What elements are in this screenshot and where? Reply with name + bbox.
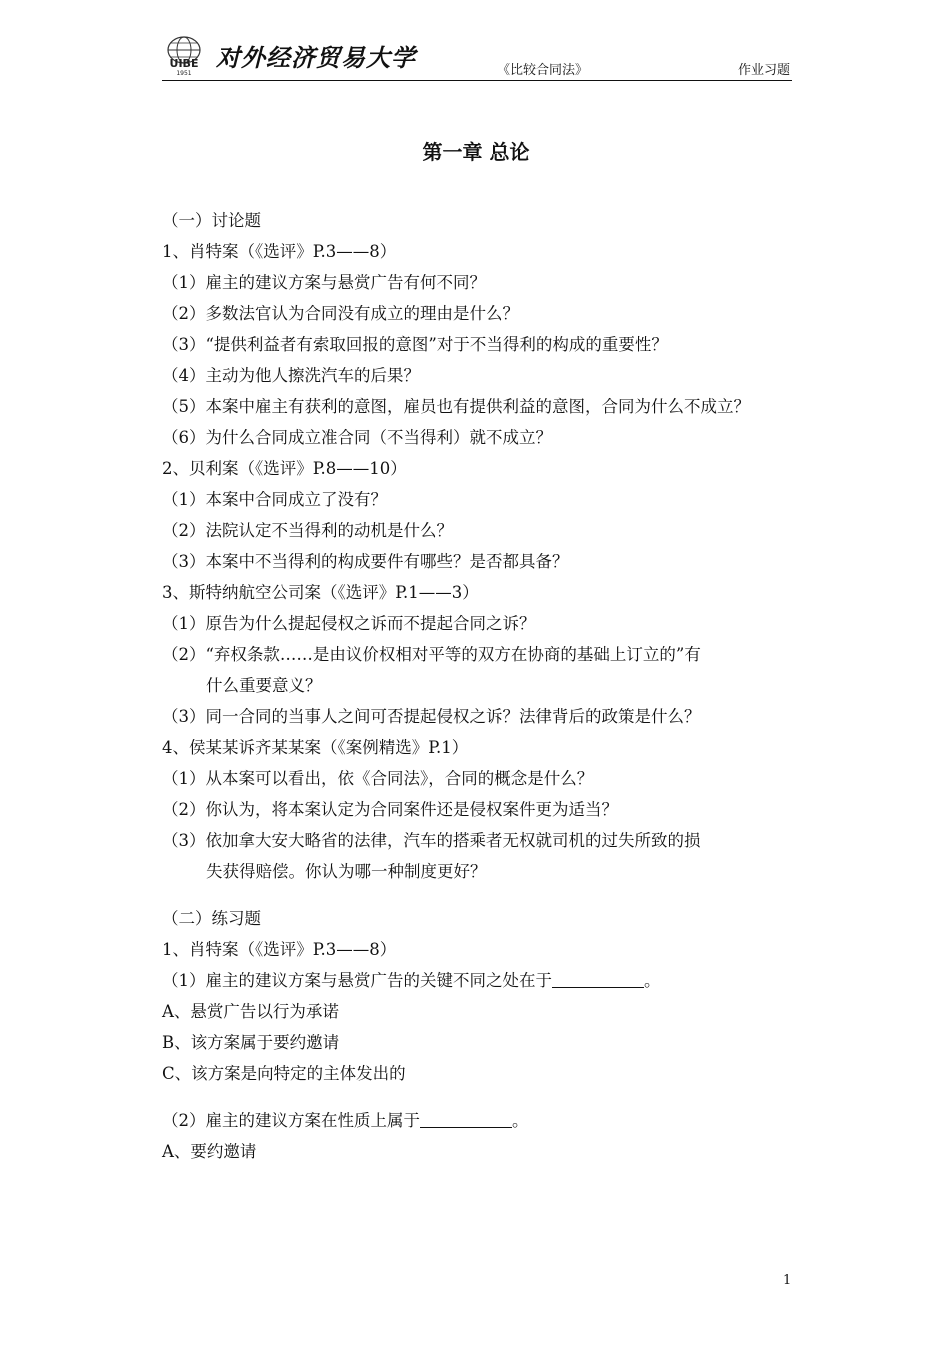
case-heading: 4、侯某某诉齐某某案（《案例精选》P.1） — [162, 738, 469, 757]
case-heading: 1、肖特案（《选评》P.3——8） — [162, 940, 397, 959]
document-body — [162, 205, 792, 1167]
university-logo — [162, 34, 208, 76]
section-heading-discussion: （一）讨论题 — [162, 211, 261, 230]
question-line: （1）雇主的建议方案与悬赏广告有何不同？ — [162, 273, 486, 292]
answer-option: B、该方案属于要约邀请 — [162, 1033, 340, 1052]
question-line: （2）法院认定不当得利的动机是什么？ — [162, 521, 453, 540]
university-name: 对外经济贸易大学 — [216, 43, 416, 72]
question-line: （4）主动为他人擦洗汽车的后果？ — [162, 366, 420, 385]
question-end: 。 — [644, 971, 661, 990]
spacer — [162, 1089, 792, 1105]
question-text: （1）雇主的建议方案与悬赏广告的关键不同之处在于 — [162, 971, 552, 990]
question-line: （3）同一合同的当事人之间可否提起侵权之诉？法律背后的政策是什么？ — [162, 707, 701, 726]
question-line: （5）本案中雇主有获利的意图，雇员也有提供利益的意图，合同为什么不成立？ — [162, 397, 750, 416]
question-line: （1）原告为什么提起侵权之诉而不提起合同之诉？ — [162, 614, 536, 633]
question-line: （3）“提供利益者有索取回报的意图”对于不当得利的构成的重要性？ — [162, 335, 668, 354]
globe-logo-icon — [162, 34, 208, 76]
document-type: 作业习题 — [737, 63, 790, 78]
question-line: （6）为什么合同成立准合同（不当得利）就不成立？ — [162, 428, 552, 447]
question-line: （1）本案中合同成立了没有？ — [162, 490, 387, 509]
question-end: 。 — [512, 1111, 529, 1130]
question-line: （3）本案中不当得利的构成要件有哪些？是否都具备？ — [162, 552, 569, 571]
answer-blank — [552, 969, 644, 988]
fill-blank-question — [162, 1105, 792, 1136]
question-text: （2）雇主的建议方案在性质上属于 — [162, 1111, 420, 1130]
course-title: 《比较合同法》 — [497, 63, 589, 78]
question-line: （2）“弃权条款……是由议价权相对平等的双方在协商的基础上订立的”有 — [162, 645, 701, 664]
question-line-continued: 失获得赔偿。你认为哪一种制度更好？ — [206, 862, 487, 881]
question-line: （3）依加拿大安大略省的法律，汽车的搭乘者无权就司机的过失所致的损 — [162, 831, 701, 850]
answer-option: C、该方案是向特定的主体发出的 — [162, 1064, 406, 1083]
spacer — [162, 887, 792, 903]
fill-blank-question — [162, 965, 792, 996]
question-line: （1）从本案可以看出，依《合同法》，合同的概念是什么？ — [162, 769, 594, 788]
case-heading: 3、斯特纳航空公司案（《选评》P.1——3） — [162, 583, 479, 602]
answer-option: A、要约邀请 — [162, 1142, 257, 1161]
section-heading-exercises: （二）练习题 — [162, 909, 261, 928]
svg-text:1951: 1951 — [176, 70, 192, 76]
case-heading: 2、贝利案（《选评》P.8——10） — [162, 459, 407, 478]
chapter-title: 第一章 总论 — [422, 140, 530, 164]
answer-blank — [420, 1109, 512, 1128]
question-line-continued: 什么重要意义？ — [206, 676, 322, 695]
case-heading: 1、肖特案（《选评》P.3——8） — [162, 242, 397, 261]
page-number: 1 — [783, 1273, 792, 1288]
question-line: （2）多数法官认为合同没有成立的理由是什么？ — [162, 304, 519, 323]
page-header — [162, 24, 792, 81]
svg-text:UIBE: UIBE — [169, 57, 199, 70]
answer-option: A、悬赏广告以行为承诺 — [162, 1002, 339, 1021]
question-line: （2）你认为，将本案认定为合同案件还是侵权案件更为适当？ — [162, 800, 618, 819]
